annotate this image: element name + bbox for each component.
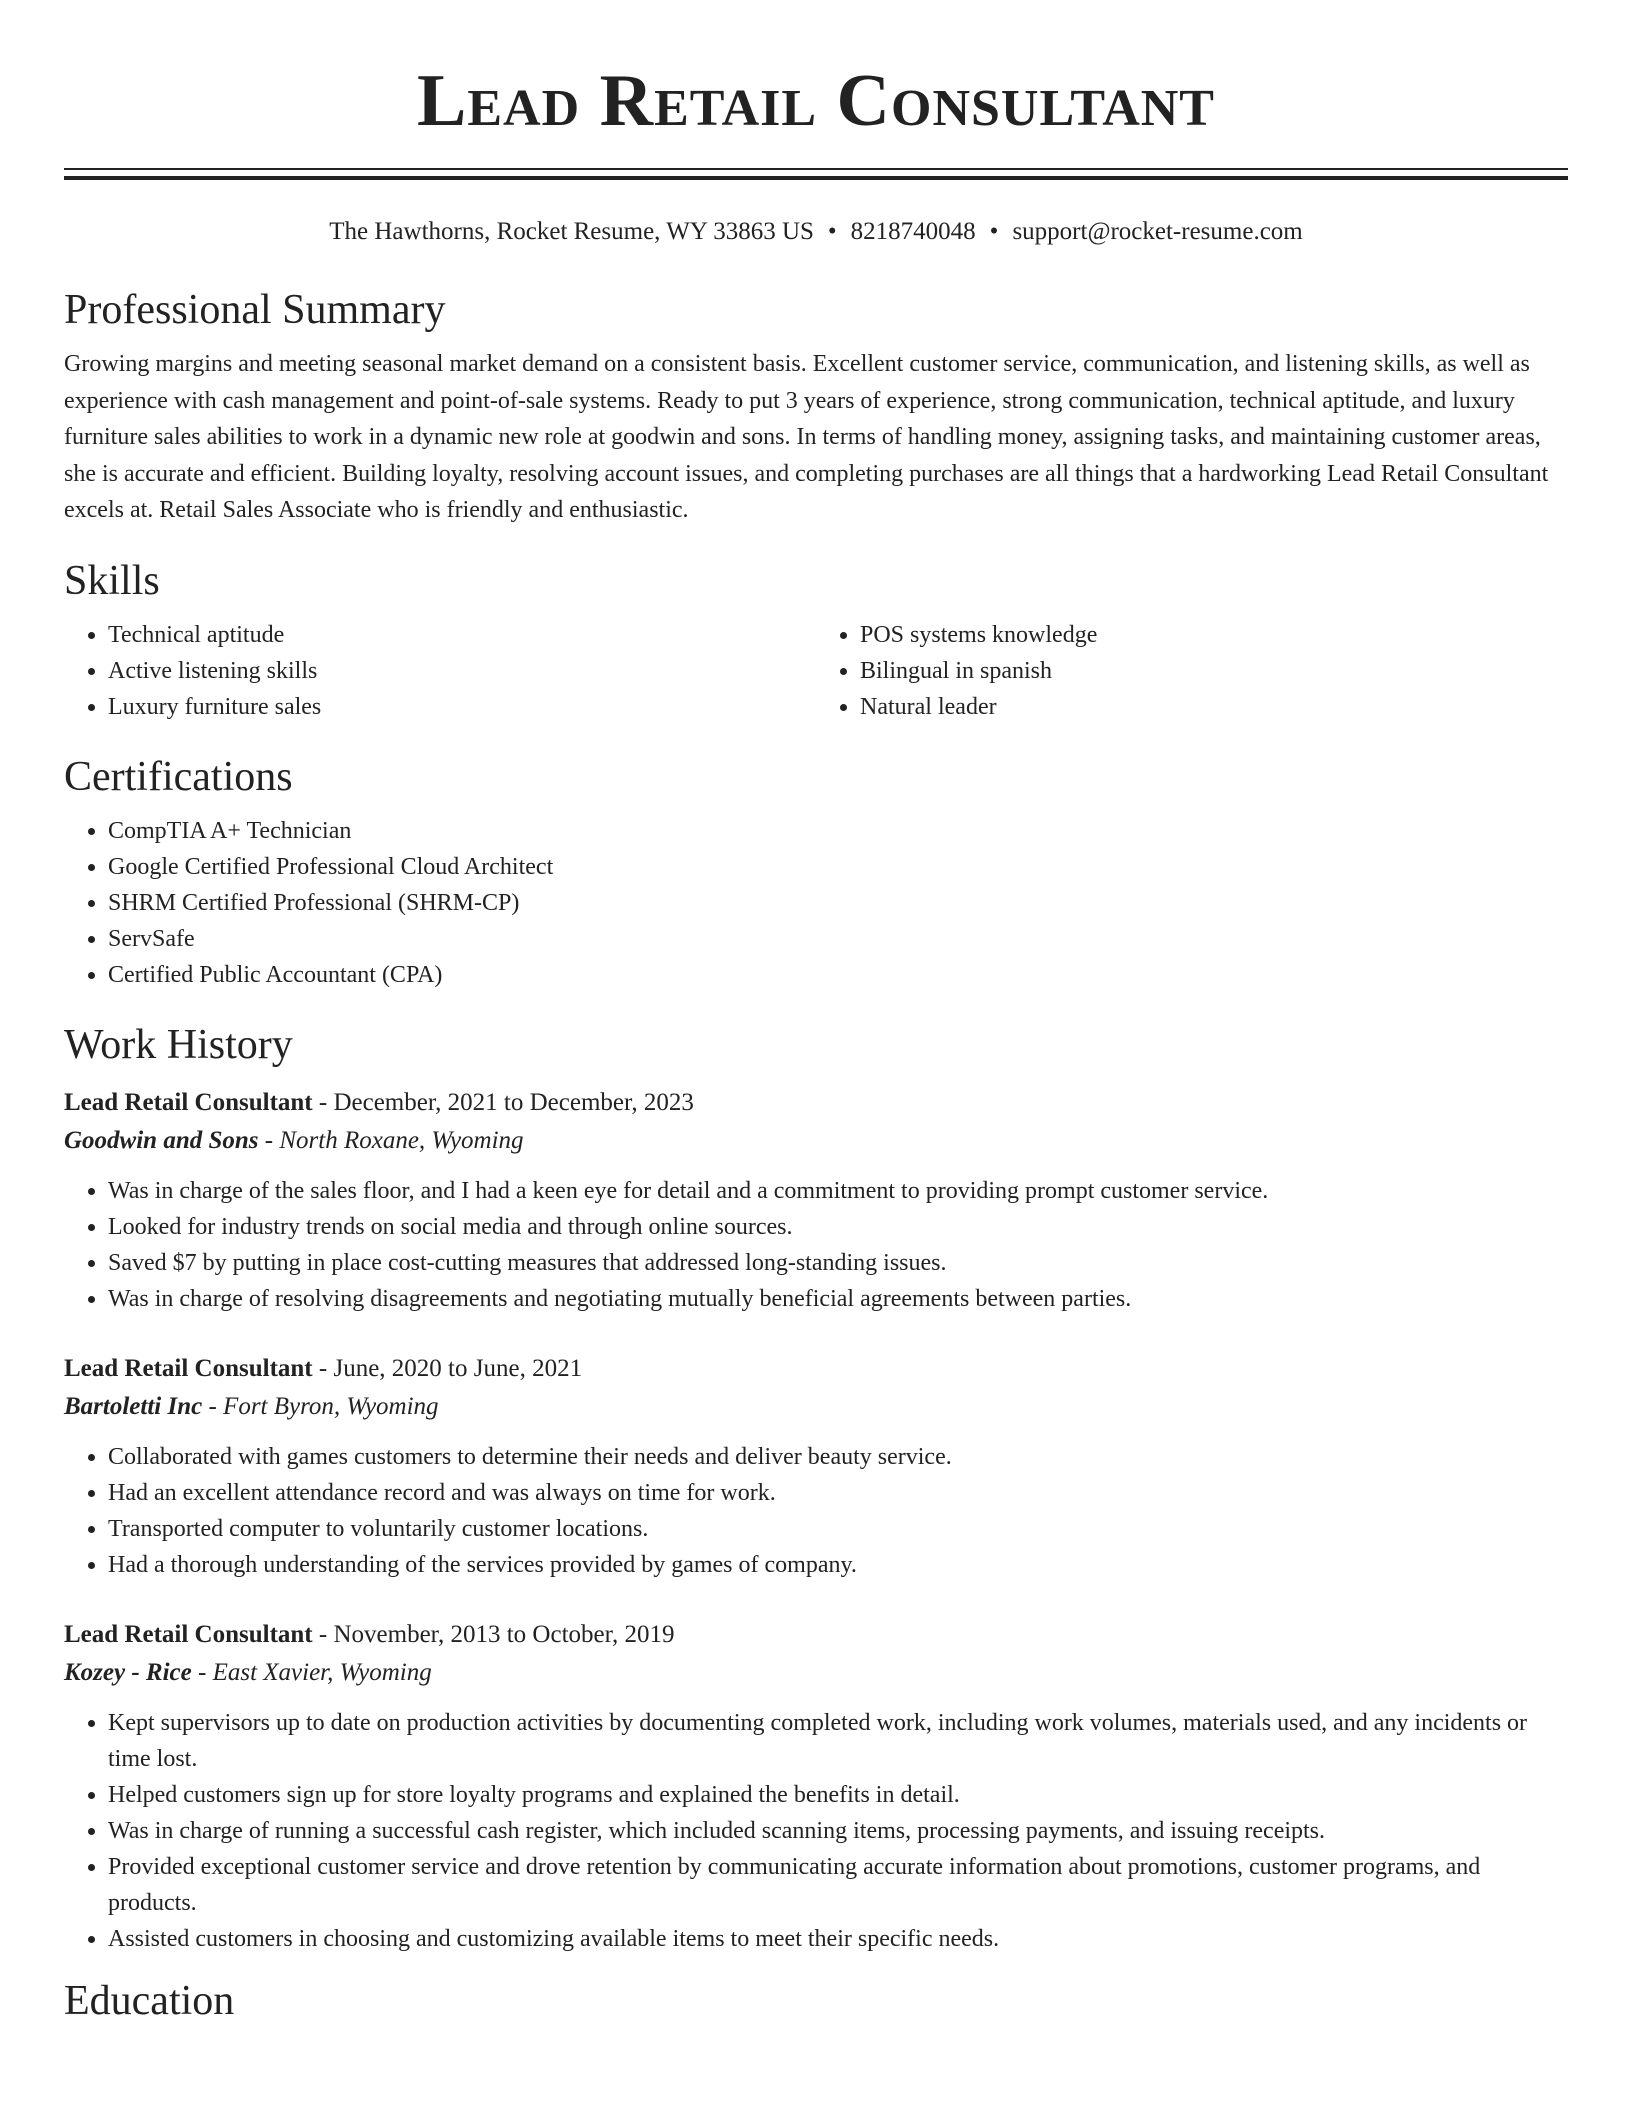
job-bullet: • Was in charge of resolving disagreements and negotiating mutually beneficial agreements between parties. bbox=[108, 1281, 1568, 1317]
job-location: East Xavier, Wyoming bbox=[212, 1658, 432, 1686]
job-bullet: • Assisted customers in choosing and customizing available items to meet their specific needs. bbox=[108, 1921, 1568, 1957]
job-location: Fort Byron, Wyoming bbox=[223, 1392, 439, 1420]
certification-item: • ServSafe bbox=[108, 921, 1568, 957]
job-company: Kozey - Rice bbox=[64, 1658, 192, 1686]
contact-email: support@rocket-resume.com bbox=[1012, 218, 1303, 245]
job-bullet: • Was in charge of the sales floor, and I had a keen eye for detail and a commitment to providing prompt customer service. bbox=[108, 1173, 1568, 1209]
skills-list-left bbox=[64, 617, 816, 725]
job-bullet: • Had a thorough understanding of the services provided by games of company. bbox=[108, 1547, 1568, 1583]
job-entry bbox=[64, 1617, 1568, 1957]
contact-address: The Hawthorns, Rocket Resume, WY 33863 US bbox=[329, 218, 814, 245]
job-bullets bbox=[64, 1705, 1568, 1957]
job-bullet: • Looked for industry trends on social media and through online sources. bbox=[108, 1209, 1568, 1245]
contact-separator: • bbox=[989, 218, 999, 245]
contact-phone: 8218740048 bbox=[850, 218, 976, 245]
certification-item: • CompTIA A+ Technician bbox=[108, 813, 1568, 849]
job-title: Lead Retail Consultant bbox=[64, 1088, 313, 1116]
job-dates: November, 2013 to October, 2019 bbox=[333, 1620, 675, 1648]
certification-item: • Certified Public Accountant (CPA) bbox=[108, 957, 1568, 993]
job-location: North Roxane, Wyoming bbox=[279, 1126, 524, 1154]
job-title-line bbox=[64, 1617, 1568, 1653]
skills-heading: Skills bbox=[64, 557, 160, 604]
job-dash: - bbox=[312, 1088, 334, 1116]
certification-item: • SHRM Certified Professional (SHRM-CP) bbox=[108, 885, 1568, 921]
job-bullet: • Had an excellent attendance record and was always on time for work. bbox=[108, 1475, 1568, 1511]
resume-title: Lead Retail Consultant bbox=[416, 60, 1215, 142]
job-bullet: • Was in charge of running a successful cash register, which included scanning items, processing payments, and issuing receipts. bbox=[108, 1813, 1568, 1849]
job-dash: - bbox=[312, 1354, 334, 1382]
job-company: Goodwin and Sons bbox=[64, 1126, 259, 1154]
skill-item: • Bilingual in spanish bbox=[860, 653, 1568, 689]
job-dash: - bbox=[191, 1658, 213, 1686]
job-bullet: • Provided exceptional customer service and drove retention by communicating accurate information about promotions, customer programs, and products. bbox=[108, 1849, 1568, 1921]
title-divider-thin bbox=[64, 168, 1568, 170]
summary-text: Growing margins and meeting seasonal market demand on a consistent basis. Excellent customer service, communication, and listening skills, as well as experience with cash management and point-of-sale systems. Ready to put 3 years of experience, strong communication, technical aptitude, and luxury furniture sales abilities to work in a dynamic new role at goodwin and sons. In terms of handling money, assigning tasks, and maintaining customer areas, she is accurate and efficient. Building loyalty, resolving account issues, and completing purchases are all things that a hardworking Lead Retail Consultant excels at. Retail Sales Associate who is friendly and enthusiastic. bbox=[64, 351, 1549, 523]
job-bullet: • Helped customers sign up for store loyalty programs and explained the benefits in detail. bbox=[108, 1777, 1568, 1813]
skill-item: • Technical aptitude bbox=[108, 617, 816, 653]
job-bullet: • Kept supervisors up to date on production activities by documenting completed work, including work volumes, materials used, and any incidents or time lost. bbox=[108, 1705, 1568, 1777]
job-title: Lead Retail Consultant bbox=[64, 1354, 313, 1382]
job-bullet: • Saved $7 by putting in place cost-cutting measures that addressed long-standing issues. bbox=[108, 1245, 1568, 1281]
summary-heading: Professional Summary bbox=[64, 287, 446, 333]
work-history-section bbox=[64, 1019, 1568, 1957]
certifications-heading: Certifications bbox=[64, 753, 293, 800]
skills-section bbox=[64, 555, 1568, 725]
job-dash: - bbox=[312, 1620, 334, 1648]
job-bullet: • Transported computer to voluntarily customer locations. bbox=[108, 1511, 1568, 1547]
job-entry bbox=[64, 1351, 1568, 1583]
title-divider-thick bbox=[64, 176, 1568, 180]
job-bullets bbox=[64, 1173, 1568, 1317]
job-dates: December, 2021 to December, 2023 bbox=[333, 1088, 694, 1116]
skill-item: • POS systems knowledge bbox=[860, 617, 1568, 653]
skill-item: • Active listening skills bbox=[108, 653, 816, 689]
job-dates: June, 2020 to June, 2021 bbox=[333, 1354, 583, 1382]
skills-list-right bbox=[816, 617, 1568, 725]
job-entry bbox=[64, 1085, 1568, 1317]
contact-line bbox=[64, 216, 1568, 248]
job-dash: - bbox=[202, 1392, 224, 1420]
education-heading: Education bbox=[64, 1977, 235, 2024]
skill-item: • Luxury furniture sales bbox=[108, 689, 816, 725]
contact-separator: • bbox=[827, 218, 837, 245]
skill-item: • Natural leader bbox=[860, 689, 1568, 725]
summary-section bbox=[64, 284, 1568, 529]
skills-grid bbox=[64, 617, 1568, 725]
education-section bbox=[64, 1975, 1568, 2027]
job-title-line bbox=[64, 1351, 1568, 1387]
job-company-line bbox=[64, 1387, 1568, 1427]
certifications-list bbox=[64, 813, 1568, 993]
job-title: Lead Retail Consultant bbox=[64, 1620, 313, 1648]
certification-item: • Google Certified Professional Cloud Architect bbox=[108, 849, 1568, 885]
job-bullet: • Collaborated with games customers to determine their needs and deliver beauty service. bbox=[108, 1439, 1568, 1475]
job-company-line bbox=[64, 1121, 1568, 1161]
job-dash: - bbox=[258, 1126, 280, 1154]
job-company-line bbox=[64, 1653, 1568, 1693]
work-history-heading: Work History bbox=[64, 1021, 293, 1068]
job-title-line bbox=[64, 1085, 1568, 1121]
job-company: Bartoletti Inc bbox=[64, 1392, 203, 1420]
job-bullets bbox=[64, 1439, 1568, 1583]
certifications-section bbox=[64, 751, 1568, 993]
